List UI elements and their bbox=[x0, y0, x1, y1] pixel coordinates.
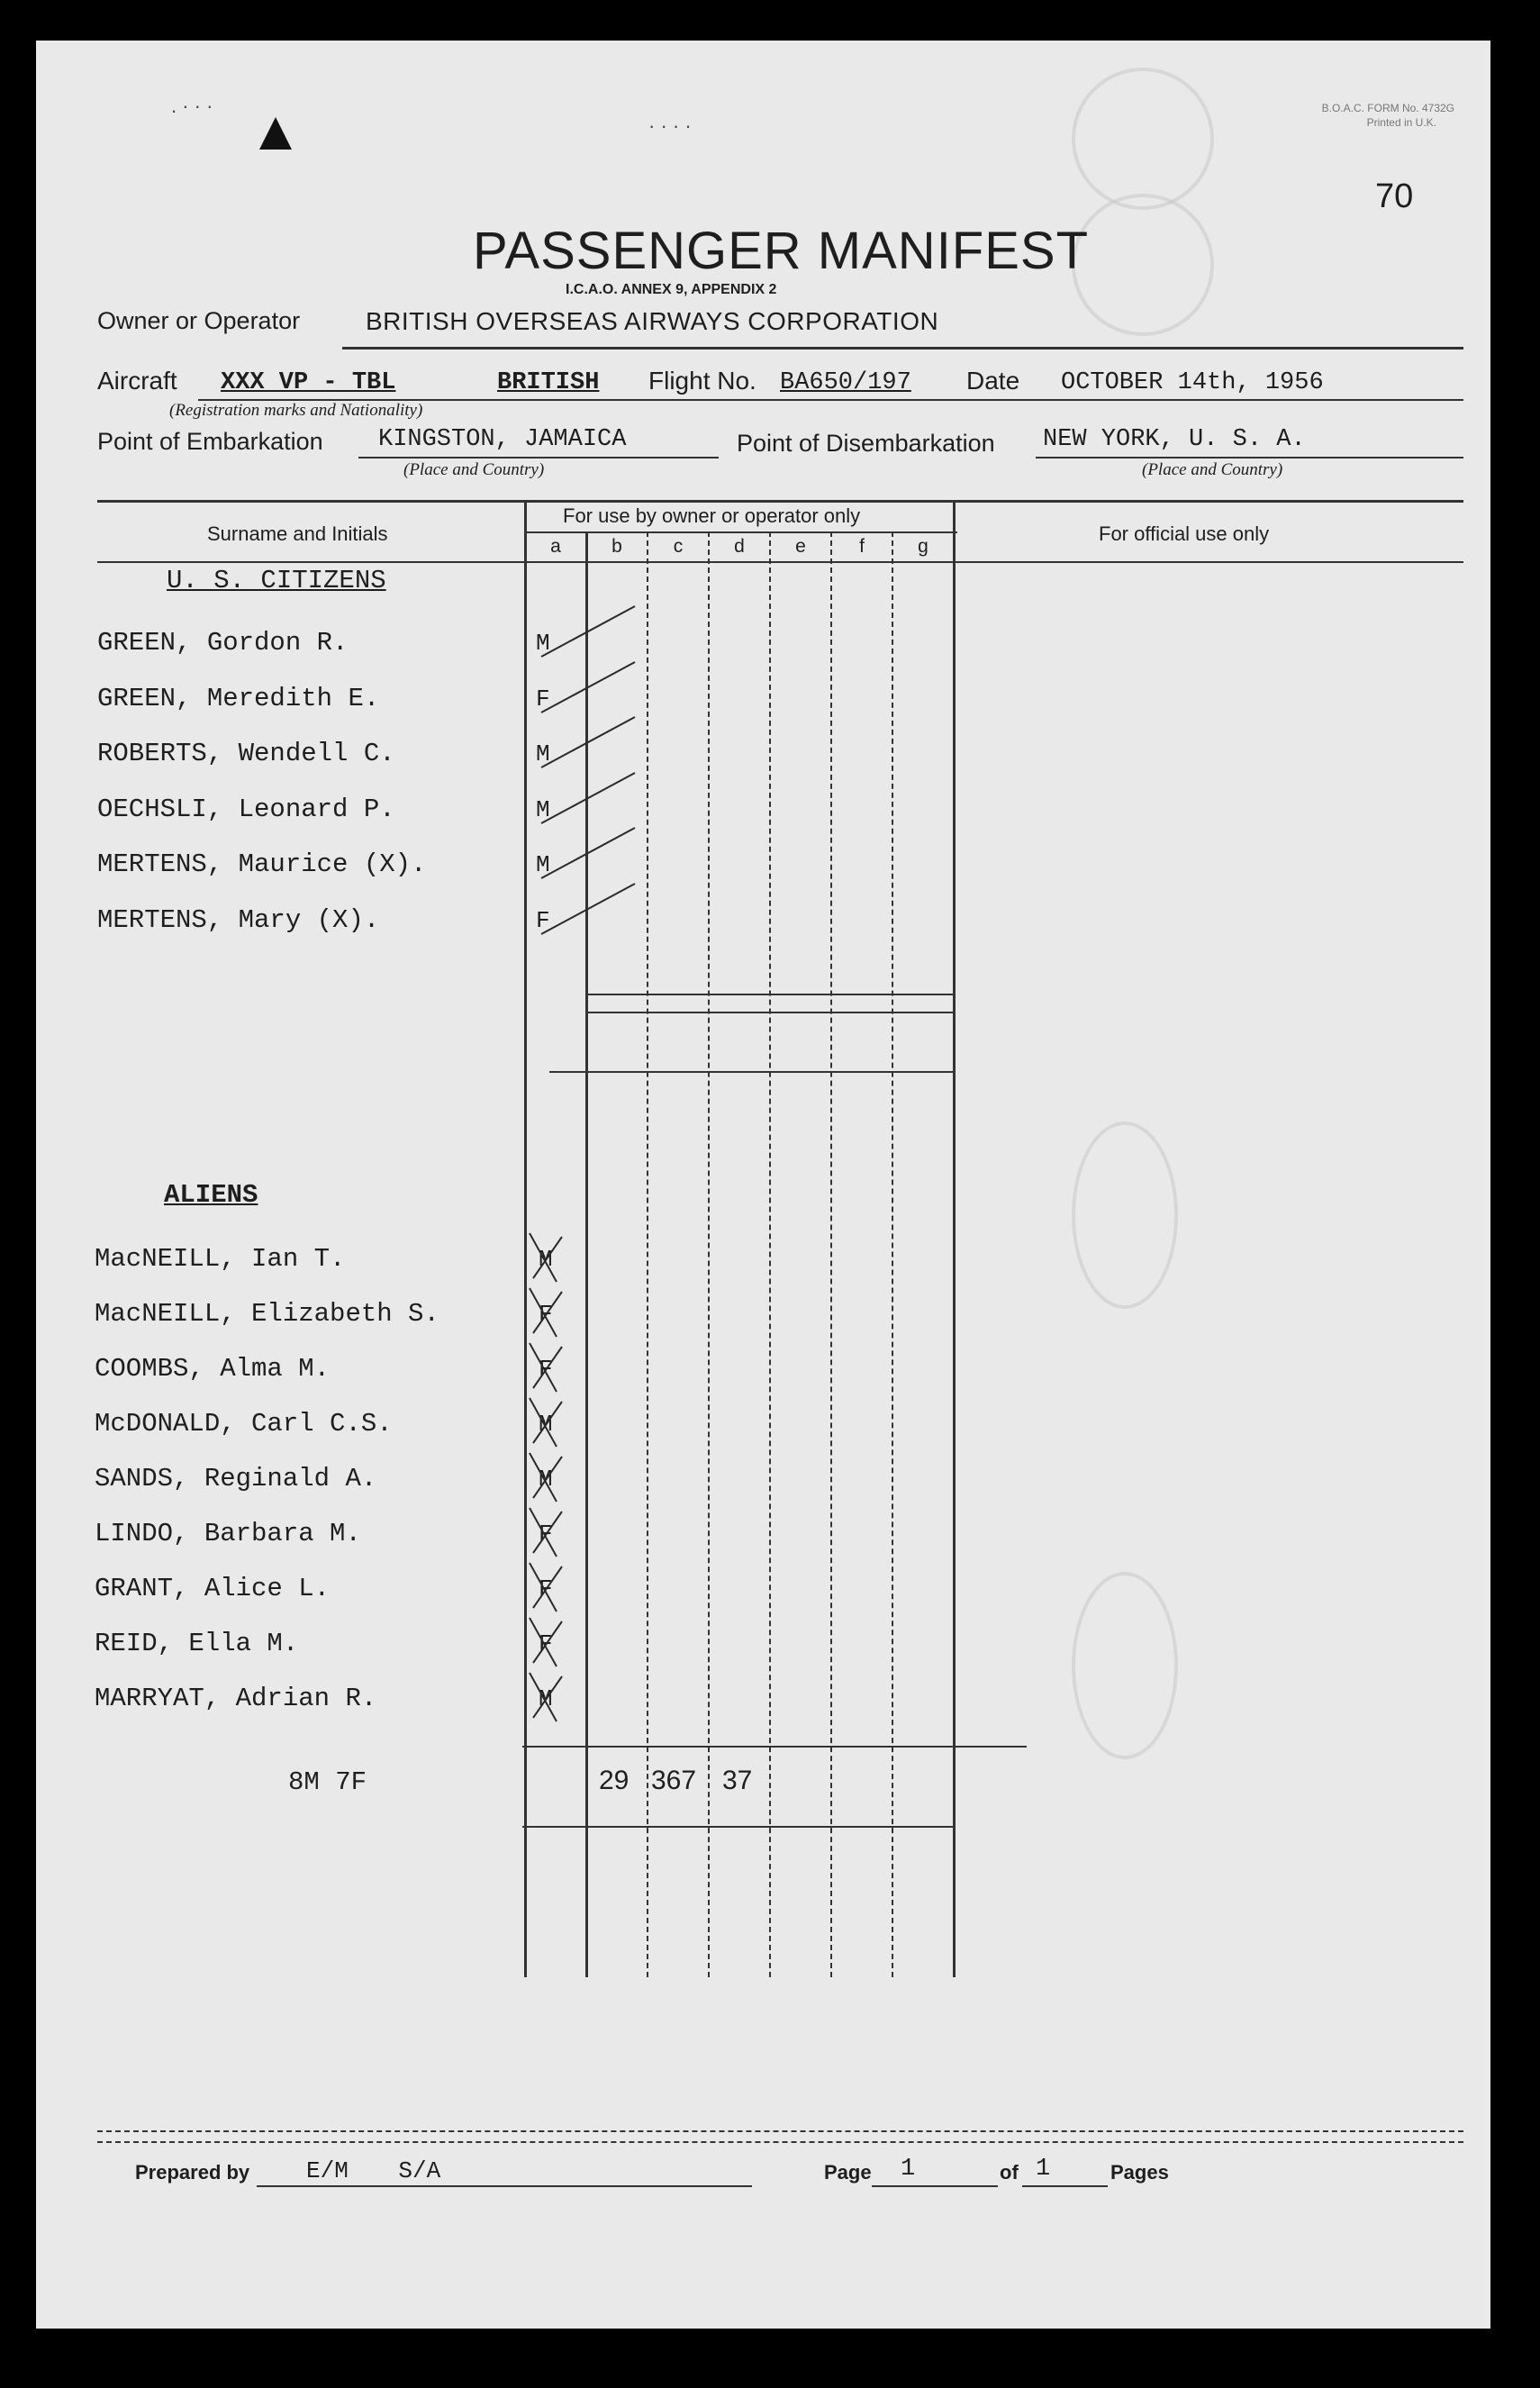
flight-number: BA650/197 bbox=[780, 369, 911, 396]
check-mark bbox=[503, 1499, 611, 1562]
check-mark bbox=[536, 601, 644, 664]
total-c: 367 bbox=[651, 1766, 697, 1795]
passenger-name: SANDS, Reginald A. bbox=[95, 1464, 377, 1494]
pages-label: Pages bbox=[1110, 2161, 1169, 2184]
passenger-sex: M bbox=[536, 630, 550, 657]
scan-dots: . · · · bbox=[171, 95, 213, 117]
column-d-header: d bbox=[734, 536, 745, 557]
date-value: OCTOBER 14th, 1956 bbox=[1061, 369, 1324, 396]
check-mark bbox=[503, 1334, 611, 1397]
mid-rule-1 bbox=[587, 994, 955, 995]
check-mark bbox=[536, 712, 644, 775]
passenger-name: GRANT, Alice L. bbox=[95, 1574, 331, 1603]
check-mark bbox=[536, 878, 644, 941]
passenger-sex: F bbox=[536, 906, 550, 934]
passenger-name: GREEN, Meredith E. bbox=[97, 683, 380, 713]
flight-label: Flight No. bbox=[648, 367, 756, 395]
column-g-header: g bbox=[918, 536, 929, 557]
column-f-header: f bbox=[859, 536, 865, 557]
column-line-c bbox=[647, 531, 648, 1977]
passenger-sex: M bbox=[539, 1411, 553, 1438]
prepared-by-rule bbox=[257, 2185, 752, 2187]
check-mark bbox=[503, 1609, 611, 1672]
check-mark bbox=[536, 657, 644, 720]
passenger-sex: M bbox=[539, 1685, 553, 1712]
manifest-page bbox=[36, 41, 1490, 2329]
passenger-sex: M bbox=[536, 740, 550, 767]
passenger-sex: M bbox=[536, 851, 550, 878]
page-subtitle: I.C.A.O. ANNEX 9, APPENDIX 2 bbox=[566, 282, 777, 297]
passenger-name: MERTENS, Maurice (X). bbox=[97, 849, 427, 879]
passenger-name: MacNEILL, Elizabeth S. bbox=[95, 1299, 439, 1329]
page-value-rule bbox=[872, 2185, 998, 2187]
footer-rule-1 bbox=[97, 2130, 1463, 2132]
passenger-name: REID, Ella M. bbox=[95, 1629, 299, 1658]
table-top-rule bbox=[97, 500, 1463, 503]
total-d: 37 bbox=[722, 1766, 753, 1795]
disembarkation-note: (Place and Country) bbox=[1142, 460, 1283, 479]
of-label: of bbox=[1000, 2161, 1019, 2184]
embarkation-label: Point of Embarkation bbox=[97, 428, 323, 455]
passenger-name: McDONALD, Carl C.S. bbox=[95, 1409, 393, 1439]
aircraft-nationality: BRITISH bbox=[497, 369, 600, 396]
check-mark bbox=[503, 1444, 611, 1507]
passenger-name: ROBERTS, Wendell C. bbox=[97, 739, 395, 768]
check-mark bbox=[536, 767, 644, 831]
total-b: 29 bbox=[599, 1766, 630, 1795]
form-number: B.O.A.C. FORM No. 4732G bbox=[1321, 102, 1454, 114]
owner-columns-header: For use by owner or operator only bbox=[563, 504, 861, 527]
page-value: 1 bbox=[901, 2156, 916, 2183]
owner-label: Owner or Operator bbox=[97, 307, 301, 334]
embarkation-rule bbox=[358, 457, 719, 459]
check-mark bbox=[503, 1389, 611, 1452]
aircraft-registration: XXX VP - TBL bbox=[221, 369, 396, 396]
of-value: 1 bbox=[1036, 2156, 1051, 2183]
column-line-d bbox=[708, 531, 710, 1977]
aliens-heading: ALIENS bbox=[164, 1180, 258, 1210]
page-number: 70 bbox=[1375, 177, 1414, 215]
check-mark bbox=[503, 1224, 611, 1287]
passenger-sex: F bbox=[539, 1356, 553, 1383]
column-line-official bbox=[953, 500, 956, 1977]
prepared-by-value: E/M S/A bbox=[306, 2157, 441, 2184]
passenger-sex: M bbox=[536, 795, 550, 823]
prepared-by-label: Prepared by bbox=[135, 2161, 250, 2184]
column-line-e bbox=[769, 531, 771, 1977]
passenger-sex: M bbox=[539, 1466, 553, 1493]
column-b-header: b bbox=[611, 536, 622, 557]
column-e-header: e bbox=[795, 536, 806, 557]
column-line-f bbox=[830, 531, 832, 1977]
owner-rule bbox=[342, 347, 1463, 350]
totals-bottom-rule bbox=[522, 1826, 955, 1828]
check-mark bbox=[503, 1554, 611, 1617]
check-mark bbox=[503, 1279, 611, 1342]
owner-value: BRITISH OVERSEAS AIRWAYS CORPORATION bbox=[366, 307, 939, 335]
disembarkation-rule bbox=[1036, 457, 1463, 459]
scan-mark bbox=[259, 117, 292, 150]
scan-dots-2: · · · · bbox=[648, 114, 692, 137]
disembarkation-label: Point of Disembarkation bbox=[737, 430, 995, 457]
totals-label: 8M 7F bbox=[288, 1767, 367, 1797]
citizens-heading: U. S. CITIZENS bbox=[167, 566, 386, 595]
page-title: PASSENGER MANIFEST bbox=[473, 222, 1090, 280]
check-mark bbox=[536, 822, 644, 885]
passenger-sex: F bbox=[539, 1630, 553, 1657]
column-c-header: c bbox=[673, 536, 684, 557]
passenger-name: COOMBS, Alma M. bbox=[95, 1354, 331, 1384]
passenger-sex: F bbox=[539, 1521, 553, 1548]
of-value-rule bbox=[1022, 2185, 1108, 2187]
printed-note: Printed in U.K. bbox=[1366, 116, 1436, 129]
official-column-header: For official use only bbox=[1099, 522, 1270, 545]
totals-top-rule bbox=[522, 1746, 1027, 1748]
passenger-sex: F bbox=[539, 1301, 553, 1328]
mid-rule-2 bbox=[587, 1012, 955, 1013]
footer-rule-2 bbox=[97, 2141, 1463, 2143]
passenger-sex: F bbox=[539, 1575, 553, 1603]
embarkation-note: (Place and Country) bbox=[403, 460, 545, 479]
passenger-name: MERTENS, Mary (X). bbox=[97, 904, 380, 935]
passenger-name: LINDO, Barbara M. bbox=[95, 1519, 361, 1548]
date-label: Date bbox=[966, 367, 1020, 395]
passenger-name: OECHSLI, Leonard P. bbox=[97, 794, 395, 824]
registration-note: (Registration marks and Nationality) bbox=[169, 401, 423, 420]
embarkation-value: KINGSTON, JAMAICA bbox=[378, 426, 627, 453]
check-mark bbox=[503, 1664, 611, 1727]
passenger-name: MacNEILL, Ian T. bbox=[95, 1244, 346, 1274]
column-letter-rule bbox=[97, 561, 1463, 563]
aircraft-label: Aircraft bbox=[97, 367, 177, 395]
disembarkation-value: NEW YORK, U. S. A. bbox=[1043, 426, 1306, 453]
column-a-header: a bbox=[550, 536, 561, 557]
passenger-name: GREEN, Gordon R. bbox=[97, 628, 349, 658]
passenger-sex: M bbox=[539, 1246, 553, 1273]
page-label: Page bbox=[824, 2161, 872, 2184]
column-line-g bbox=[892, 531, 893, 1977]
mid-rule-3 bbox=[549, 1071, 955, 1073]
passenger-name: MARRYAT, Adrian R. bbox=[95, 1684, 377, 1713]
name-column-header: Surname and Initials bbox=[207, 522, 388, 545]
passenger-sex: F bbox=[536, 685, 550, 713]
